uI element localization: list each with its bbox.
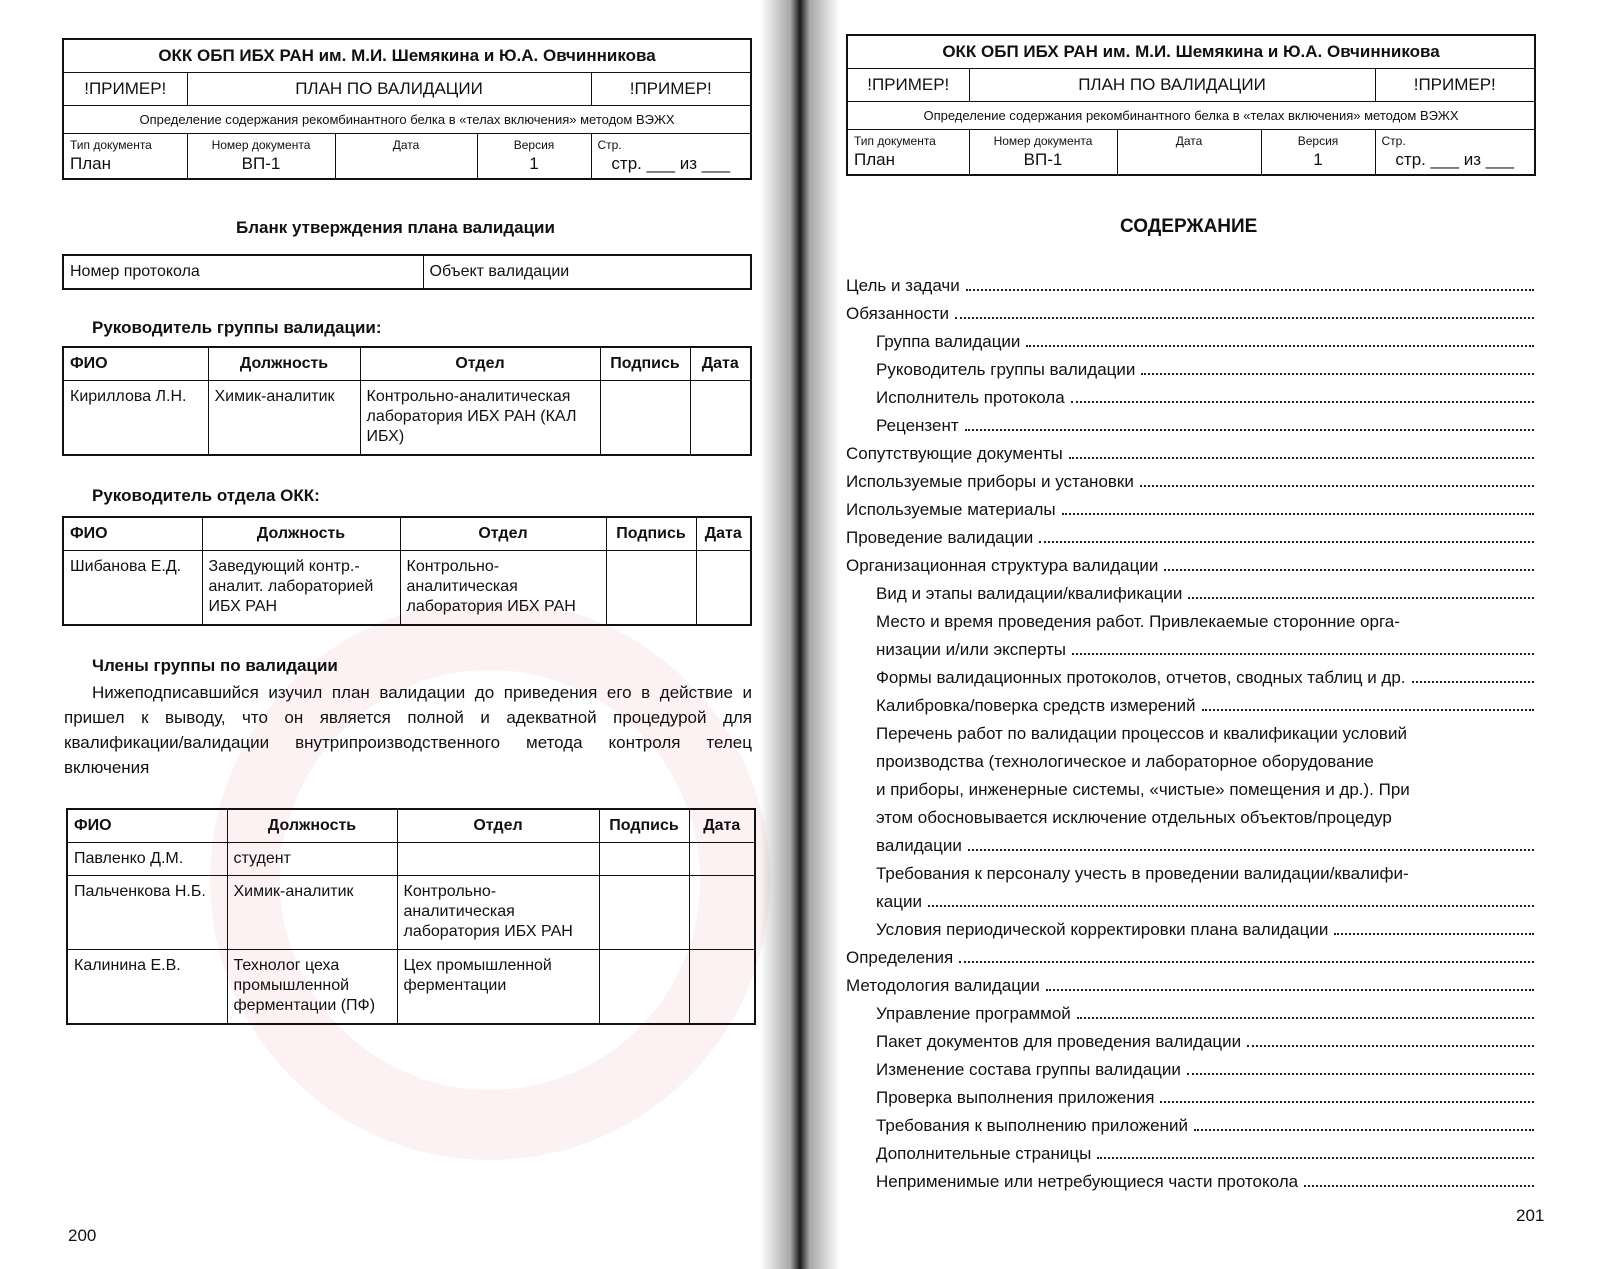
toc-entry-title: Обязанности	[846, 304, 950, 323]
date-cell	[1117, 130, 1261, 176]
column-header-dept: Отдел	[400, 517, 606, 551]
person-position: Технолог цеха промышленной ферментации (ПФ)	[227, 950, 397, 1024]
group-lead-caption: Руководитель группы валидации:	[92, 318, 382, 337]
page-value: стр. ___ из ___	[1395, 150, 1515, 169]
toc-entry[interactable]	[846, 1028, 1536, 1056]
table-header-row	[67, 809, 755, 843]
date-cell	[690, 381, 751, 455]
toc-entry-title: Используемые материалы	[846, 500, 1056, 519]
table-of-contents	[846, 272, 1536, 1196]
toc-dot-leader	[928, 905, 1534, 907]
date-cell	[689, 950, 755, 1024]
toc-entry-title: Методология валидации	[846, 976, 1040, 995]
version-value: 1	[1313, 150, 1323, 169]
toc-entry-title: Проведение валидации	[846, 528, 1034, 547]
toc-dot-leader	[965, 429, 1534, 431]
toc-entry[interactable]	[846, 300, 1536, 328]
person-name: Кириллова Л.Н.	[63, 381, 208, 455]
toc-entry-title: Определения	[846, 948, 954, 967]
toc-entry-title: Неприменимые или нетребующиеся части протокола	[876, 1172, 1299, 1191]
toc-entry[interactable]	[846, 664, 1536, 692]
organization-name: ОКК ОБП ИБХ РАН им. М.И. Шемякина и Ю.А. Овчинникова	[63, 39, 751, 73]
toc-entry[interactable]	[846, 1000, 1536, 1028]
toc-entry-title: Требования к выполнению приложений	[876, 1116, 1189, 1135]
toc-dot-leader	[1304, 1185, 1534, 1187]
toc-entry[interactable]	[846, 328, 1536, 356]
signature-cell	[606, 551, 696, 625]
doc-type-label: Тип документа	[70, 138, 152, 152]
column-header-date: Дата	[689, 809, 755, 843]
page-value: стр. ___ из ___	[611, 154, 731, 173]
contents-title: СОДЕРЖАНИЕ	[1120, 216, 1258, 237]
table-header-row	[63, 347, 751, 381]
person-position: студент	[227, 843, 397, 876]
person-dept	[397, 843, 599, 876]
page-label: Стр.	[597, 138, 622, 152]
toc-entry-line: Перечень работ по валидации процессов и квалификации условий	[876, 724, 1407, 743]
column-header-date: Дата	[696, 517, 751, 551]
document-header-right	[846, 34, 1536, 176]
toc-dot-leader	[1039, 541, 1534, 543]
toc-dot-leader	[959, 961, 1534, 963]
toc-dot-leader	[1194, 1129, 1534, 1131]
toc-dot-leader	[1140, 485, 1534, 487]
date-label: Дата	[1175, 134, 1203, 148]
person-dept: Контрольно-аналитическая лаборатория ИБХ РАН	[397, 876, 599, 950]
date-label: Дата	[392, 138, 420, 152]
date-cell	[335, 134, 477, 180]
version-label: Версия	[513, 138, 555, 152]
toc-entry-title: Дополнительные страницы	[876, 1144, 1092, 1163]
table-header-row	[63, 517, 751, 551]
column-header-name: ФИО	[67, 809, 227, 843]
doc-type-label: Тип документа	[854, 134, 936, 148]
doc-number-value: ВП-1	[241, 154, 281, 173]
toc-entry-title: Проверка выполнения приложения	[876, 1088, 1155, 1107]
signature-cell	[599, 876, 689, 950]
table-row	[63, 381, 751, 455]
toc-entry[interactable]	[846, 1112, 1536, 1140]
date-cell	[689, 843, 755, 876]
toc-entry[interactable]	[846, 552, 1536, 580]
toc-entry[interactable]	[846, 384, 1536, 412]
page-number-right: 201	[1516, 1206, 1545, 1225]
toc-dot-leader	[1046, 989, 1534, 991]
toc-entry[interactable]	[846, 972, 1536, 1000]
toc-dot-leader	[1412, 681, 1534, 683]
example-label-right: !ПРИМЕР!	[1375, 69, 1535, 102]
toc-entry-title: Пакет документов для проведения валидации	[876, 1032, 1242, 1051]
protocol-number-label: Номер протокола	[63, 255, 423, 289]
toc-entry[interactable]	[846, 636, 1536, 664]
toc-entry[interactable]	[846, 916, 1536, 944]
toc-dot-leader	[1160, 1101, 1534, 1103]
person-position: Химик-аналитик	[227, 876, 397, 950]
toc-entry[interactable]	[846, 412, 1536, 440]
person-dept: Цех промышленной ферментации	[397, 950, 599, 1024]
organization-name: ОКК ОБП ИБХ РАН им. М.И. Шемякина и Ю.А. Овчинникова	[847, 35, 1535, 69]
column-header-date: Дата	[690, 347, 751, 381]
dept-lead-caption: Руководитель отдела ОКК:	[92, 486, 320, 505]
toc-dot-leader	[1026, 345, 1534, 347]
example-label-right: !ПРИМЕР!	[591, 73, 751, 106]
toc-entry[interactable]	[846, 888, 1536, 916]
column-header-position: Должность	[202, 517, 400, 551]
example-label-left: !ПРИМЕР!	[847, 69, 969, 102]
toc-dot-leader	[1069, 457, 1534, 459]
signature-cell	[600, 381, 690, 455]
doc-number-cell	[969, 130, 1117, 176]
toc-entry-title: Используемые приборы и установки	[846, 472, 1134, 491]
table-row	[63, 551, 751, 625]
person-position: Заведующий контр.-аналит. лабораторией ИБХ РАН	[202, 551, 400, 625]
toc-entry-title: Рецензент	[876, 416, 959, 435]
toc-entry-title: Сопутствующие документы	[846, 444, 1063, 463]
toc-entry-title: Исполнитель протокола	[876, 388, 1065, 407]
column-header-name: ФИО	[63, 517, 202, 551]
version-value: 1	[529, 154, 539, 173]
page-cell	[1375, 130, 1535, 176]
toc-dot-leader	[1097, 1157, 1534, 1159]
toc-dot-leader	[966, 289, 1534, 291]
group-lead-table	[62, 346, 752, 456]
table-row	[67, 876, 755, 950]
toc-entry-title: Управление программой	[876, 1004, 1071, 1023]
doc-number-value: ВП-1	[1023, 150, 1063, 169]
signature-cell	[599, 843, 689, 876]
dept-lead-table	[62, 516, 752, 626]
members-caption: Члены группы по валидации	[92, 656, 338, 675]
toc-entry-line: и приборы, инженерные системы, «чистые» помещения и др.). При	[876, 780, 1410, 799]
toc-entry[interactable]	[846, 272, 1536, 300]
toc-entry[interactable]	[846, 1140, 1536, 1168]
signature-cell	[599, 950, 689, 1024]
column-header-dept: Отдел	[360, 347, 600, 381]
plan-title: ПЛАН ПО ВАЛИДАЦИИ	[187, 73, 591, 106]
column-header-dept: Отдел	[397, 809, 599, 843]
person-name: Калинина Е.В.	[67, 950, 227, 1024]
toc-entry-title: Организационная структура валидации	[846, 556, 1159, 575]
toc-entry[interactable]	[846, 468, 1536, 496]
page-number-left: 200	[68, 1226, 97, 1245]
person-name: Шибанова Е.Д.	[63, 551, 202, 625]
toc-dot-leader	[1202, 709, 1534, 711]
doc-type-cell	[63, 134, 187, 180]
person-name: Пальченкова Н.Б.	[67, 876, 227, 950]
toc-dot-leader	[1334, 933, 1534, 935]
toc-dot-leader	[1072, 653, 1534, 655]
document-header-left	[62, 38, 752, 180]
column-header-signature: Подпись	[599, 809, 689, 843]
person-position: Химик-аналитик	[208, 381, 360, 455]
example-label-left: !ПРИМЕР!	[63, 73, 187, 106]
toc-entry-title: низации и/или эксперты	[876, 640, 1066, 659]
toc-entry-title: валидации	[876, 836, 962, 855]
toc-dot-leader	[1164, 569, 1534, 571]
doc-type-value: План	[854, 150, 895, 169]
toc-entry-title: Руководитель группы валидации	[876, 360, 1136, 379]
version-label: Версия	[1297, 134, 1339, 148]
toc-dot-leader	[968, 849, 1534, 851]
toc-dot-leader	[1071, 401, 1534, 403]
person-name: Павленко Д.М.	[67, 843, 227, 876]
members-table	[66, 808, 756, 1025]
page-label: Стр.	[1381, 134, 1406, 148]
toc-entry-title: Условия периодической корректировки плана валидации	[876, 920, 1329, 939]
toc-entry[interactable]	[846, 692, 1536, 720]
column-header-position: Должность	[208, 347, 360, 381]
toc-entry[interactable]	[846, 580, 1536, 608]
toc-entry-title: Калибровка/поверка средств измерений	[876, 696, 1196, 715]
toc-entry-title: Формы валидационных протоколов, отчетов, сводных таблиц и др.	[876, 668, 1406, 687]
protocol-table	[62, 254, 752, 290]
toc-entry-title: Цель и задачи	[846, 276, 960, 295]
toc-dot-leader	[1188, 597, 1534, 599]
toc-dot-leader	[1247, 1045, 1534, 1047]
toc-entry[interactable]	[846, 1168, 1536, 1196]
page-cell	[591, 134, 751, 180]
approval-form-title: Бланк утверждения плана валидации	[236, 218, 555, 237]
toc-entry-line: производства (технологическое и лабораторное оборудование	[876, 752, 1374, 771]
version-cell	[1261, 130, 1375, 176]
version-cell	[477, 134, 591, 180]
column-header-position: Должность	[227, 809, 397, 843]
toc-entry[interactable]	[846, 1056, 1536, 1084]
column-header-signature: Подпись	[600, 347, 690, 381]
toc-entry[interactable]	[846, 496, 1536, 524]
toc-entry-title: Группа валидации	[876, 332, 1021, 351]
doc-number-label: Номер документа	[211, 138, 311, 152]
toc-entry[interactable]	[846, 1084, 1536, 1112]
table-row	[67, 843, 755, 876]
table-row	[67, 950, 755, 1024]
toc-entry-title: Вид и этапы валидации/квалификации	[876, 584, 1183, 603]
toc-entry[interactable]	[846, 524, 1536, 552]
toc-entry-title: Изменение состава группы валидации	[876, 1060, 1181, 1079]
toc-dot-leader	[1077, 1017, 1534, 1019]
toc-entry-title: кации	[876, 892, 922, 911]
toc-entry[interactable]	[846, 944, 1536, 972]
toc-dot-leader	[1062, 513, 1534, 515]
date-cell	[689, 876, 755, 950]
doc-number-cell	[187, 134, 335, 180]
toc-entry-line: Требования к персоналу учесть в проведении валидации/квалифи-	[876, 864, 1409, 883]
doc-type-value: План	[70, 154, 111, 173]
column-header-signature: Подпись	[606, 517, 696, 551]
toc-entry-line: этом обосновывается исключение отдельных объектов/процедур	[876, 808, 1392, 827]
members-paragraph: Нижеподписавшийся изучил план валидации до приведения его в действие и пришел к выводу, что он является полной и адекватной процедурой для квалификации/валидации внутрипроизводственного метода контроля телец включения	[64, 683, 752, 777]
toc-entry[interactable]	[846, 356, 1536, 384]
person-dept: Контрольно-аналитическая лаборатория ИБХ РАН	[400, 551, 606, 625]
plan-description: Определение содержания рекомбинантного белка в «телах включения» методом ВЭЖХ	[847, 102, 1535, 130]
validation-object-label: Объект валидации	[423, 255, 751, 289]
date-cell	[696, 551, 751, 625]
plan-description: Определение содержания рекомбинантного белка в «телах включения» методом ВЭЖХ	[63, 106, 751, 134]
toc-entry[interactable]	[846, 440, 1536, 468]
person-dept: Контрольно-аналитическая лаборатория ИБХ РАН (КАЛ ИБХ)	[360, 381, 600, 455]
toc-dot-leader	[955, 317, 1534, 319]
toc-entry[interactable]	[846, 832, 1536, 860]
toc-dot-leader	[1187, 1073, 1534, 1075]
doc-type-cell	[847, 130, 969, 176]
toc-entry-line: Место и время проведения работ. Привлекаемые сторонние орга-	[876, 612, 1400, 631]
plan-title: ПЛАН ПО ВАЛИДАЦИИ	[969, 69, 1375, 102]
doc-number-label: Номер документа	[993, 134, 1093, 148]
column-header-name: ФИО	[63, 347, 208, 381]
toc-dot-leader	[1141, 373, 1534, 375]
